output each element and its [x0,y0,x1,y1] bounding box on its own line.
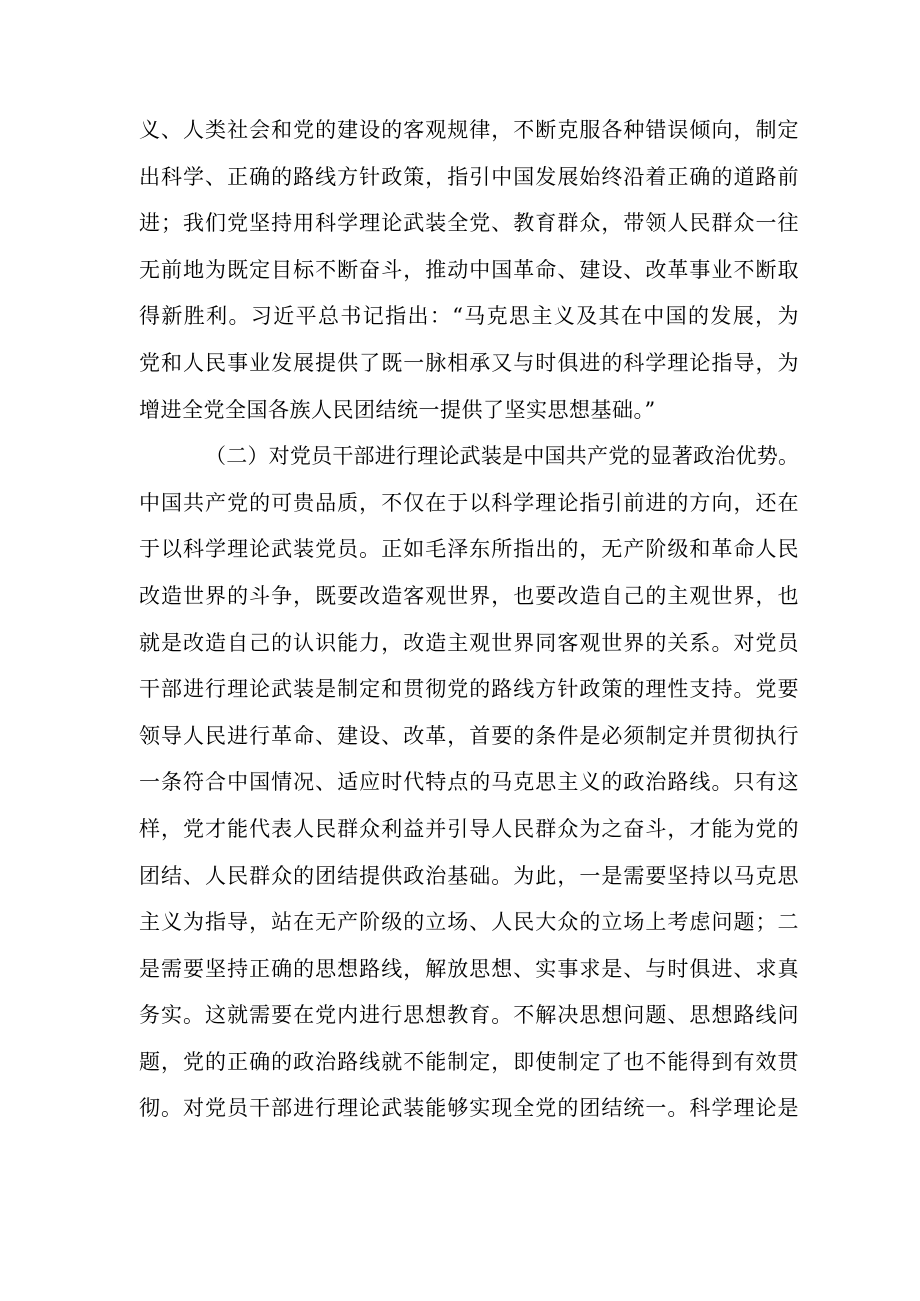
text-line: 于以科学理论武装党员。正如毛泽东所指出的，无产阶级和革命人民 [139,537,799,562]
text-line: 义、人类社会和党的建设的客观规律，不断克服各种错误倾向，制定 [139,118,799,142]
text-line: 主义为指导，站在无产阶级的立场、人民大众的立场上考虑问题；二 [139,910,799,935]
text-line: 务实。这就需要在党内进行思想教育。不解决思想问题、思想路线问 [139,1003,799,1028]
text-line: 干部进行理论武装是制定和贯彻党的路线方针政策的理性支持。党要 [139,677,799,702]
text-line: 党和人民事业发展提供了既一脉相承又与时俱进的科学理论指导，为 [139,350,799,375]
section-heading-line: （二）对党员干部进行理论武装是中国共产党的显著政治优势。 [205,444,799,469]
text-line: 得新胜利。习近平总书记指出：“马克思主义及其在中国的发展，为 [139,304,799,329]
text-line: 就是改造自己的认识能力，改造主观世界同客观世界的关系。对党员 [139,630,799,655]
text-line: 改造世界的斗争，既要改造客观世界，也要改造自己的主观世界，也 [139,583,799,608]
text-line: 出科学、正确的路线方针政策，指引中国发展始终沿着正确的道路前 [139,164,799,189]
text-line: 中国共产党的可贵品质，不仅在于以科学理论指引前进的方向，还在 [139,490,799,515]
text-line: 增进全党全国各族人民团结统一提供了坚实思想基础。” [139,397,656,422]
text-line: 无前地为既定目标不断奋斗，推动中国革命、建设、改革事业不断取 [139,257,799,282]
text-line: 领导人民进行革命、建设、改革，首要的条件是必须制定并贯彻执行 [139,723,799,748]
text-line: 题，党的正确的政治路线就不能制定，即使制定了也不能得到有效贯 [139,1049,799,1074]
body-text [139,107,799,1132]
text-line: 进；我们党坚持用科学理论武装全党、教育群众，带领人民群众一往 [139,211,799,236]
text-line: 是需要坚持正确的思想路线，解放思想、实事求是、与时俱进、求真 [139,956,799,981]
text-line: 团结、人民群众的团结提供政治基础。为此，一是需要坚持以马克思 [139,863,799,888]
text-line: 一条符合中国情况、适应时代特点的马克思主义的政治路线。只有这 [139,770,799,795]
text-line: 彻。对党员干部进行理论武装能够实现全党的团结统一。科学理论是 [139,1096,799,1121]
text-line: 样，党才能代表人民群众利益并引导人民群众为之奋斗，才能为党的 [139,816,799,841]
